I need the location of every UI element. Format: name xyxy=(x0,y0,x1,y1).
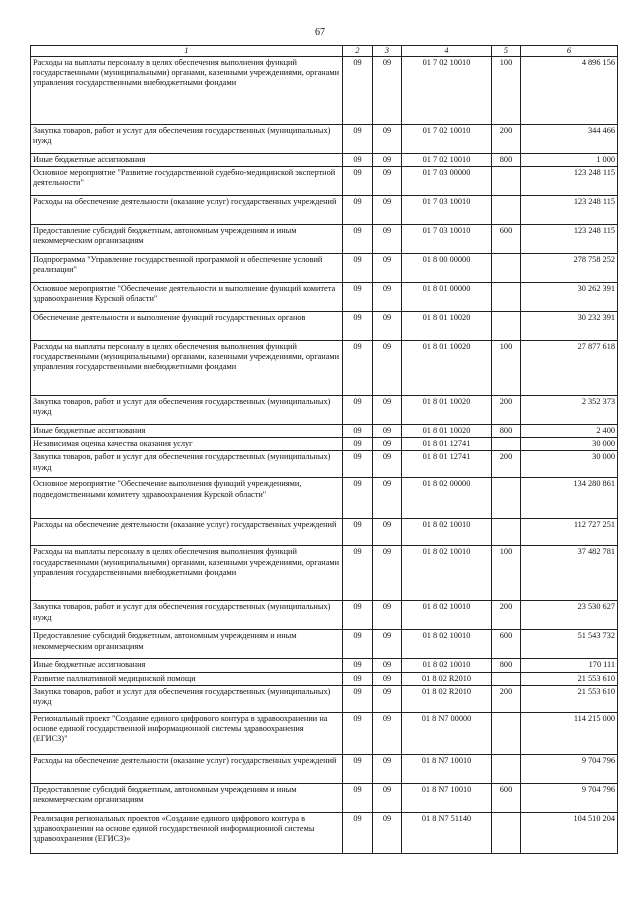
table-row xyxy=(31,312,618,341)
row-expense-type: 100 xyxy=(492,546,521,601)
row-expense-type xyxy=(492,254,521,283)
row-amount: 37 482 781 xyxy=(521,546,618,601)
row-name: Реализация региональных проектов «Создание единого цифрового контура в здравоохранении на основе единой государственной информационной системы здравоохранения (ЕГИСЗ)» xyxy=(31,812,343,853)
header-row xyxy=(31,46,618,57)
row-name: Развитие паллиативной медицинской помощи xyxy=(31,672,343,685)
table-row xyxy=(31,341,618,396)
row-expense-type: 200 xyxy=(492,685,521,712)
row-target-code: 01 8 01 10020 xyxy=(402,312,492,341)
row-subsection: 09 xyxy=(373,601,402,630)
table-row xyxy=(31,451,618,478)
table-row xyxy=(31,283,618,312)
table-row xyxy=(31,685,618,712)
row-expense-type xyxy=(492,312,521,341)
row-name: Закупка товаров, работ и услуг для обеспечения государственных (муниципальных) нужд xyxy=(31,451,343,478)
row-target-code: 01 8 01 10020 xyxy=(402,341,492,396)
table-row xyxy=(31,167,618,196)
row-amount: 51 543 732 xyxy=(521,630,618,659)
row-expense-type: 100 xyxy=(492,57,521,125)
row-expense-type: 800 xyxy=(492,425,521,438)
row-section: 09 xyxy=(343,783,373,812)
row-target-code: 01 8 02 R2010 xyxy=(402,685,492,712)
row-subsection: 09 xyxy=(373,283,402,312)
row-name: Основное мероприятие "Обеспечение деятельности и выполнение функций комитета здравоохранения Курской области" xyxy=(31,283,343,312)
row-name: Региональный проект "Создание единого цифрового контура в здравоохранении на основе единой государственной информационной системы здравоохранения (ЕГИСЗ)" xyxy=(31,712,343,754)
row-section: 09 xyxy=(343,659,373,672)
table-row xyxy=(31,154,618,167)
table-row xyxy=(31,196,618,225)
row-target-code: 01 8 02 00000 xyxy=(402,478,492,519)
row-subsection: 09 xyxy=(373,125,402,154)
table-row xyxy=(31,57,618,125)
row-name: Иные бюджетные ассигнования xyxy=(31,425,343,438)
row-section: 09 xyxy=(343,283,373,312)
row-amount: 21 553 610 xyxy=(521,685,618,712)
column-header: 5 xyxy=(492,46,521,57)
row-target-code: 01 7 02 10010 xyxy=(402,154,492,167)
row-section: 09 xyxy=(343,396,373,425)
row-section: 09 xyxy=(343,312,373,341)
row-name: Расходы на обеспечение деятельности (оказание услуг) государственных учреждений xyxy=(31,519,343,546)
row-name: Расходы на обеспечение деятельности (оказание услуг) государственных учреждений xyxy=(31,196,343,225)
row-expense-type xyxy=(492,283,521,312)
row-amount: 27 877 618 xyxy=(521,341,618,396)
row-target-code: 01 8 01 00000 xyxy=(402,283,492,312)
row-expense-type xyxy=(492,672,521,685)
table-row xyxy=(31,225,618,254)
row-expense-type xyxy=(492,712,521,754)
row-amount: 344 466 xyxy=(521,125,618,154)
row-section: 09 xyxy=(343,478,373,519)
row-section: 09 xyxy=(343,672,373,685)
row-expense-type: 200 xyxy=(492,125,521,154)
row-target-code: 01 7 02 10010 xyxy=(402,125,492,154)
row-section: 09 xyxy=(343,451,373,478)
budget-table xyxy=(30,45,618,854)
table-row xyxy=(31,519,618,546)
row-name: Расходы на выплаты персоналу в целях обеспечения выполнения функций государственными (муниципальными) органами, казенными учреждениями, органами управления государственными внебюджетными фондами xyxy=(31,57,343,125)
row-name: Независимая оценка качества оказания услуг xyxy=(31,438,343,451)
row-amount: 278 758 252 xyxy=(521,254,618,283)
row-name: Закупка товаров, работ и услуг для обеспечения государственных (муниципальных) нужд xyxy=(31,125,343,154)
column-header: 3 xyxy=(373,46,402,57)
row-subsection: 09 xyxy=(373,312,402,341)
table-row xyxy=(31,254,618,283)
row-target-code: 01 8 02 10010 xyxy=(402,601,492,630)
row-subsection: 09 xyxy=(373,754,402,783)
row-expense-type xyxy=(492,519,521,546)
row-expense-type xyxy=(492,167,521,196)
row-name: Закупка товаров, работ и услуг для обеспечения государственных (муниципальных) нужд xyxy=(31,601,343,630)
row-target-code: 01 7 03 10010 xyxy=(402,225,492,254)
row-subsection: 09 xyxy=(373,438,402,451)
row-expense-type xyxy=(492,754,521,783)
row-name: Иные бюджетные ассигнования xyxy=(31,659,343,672)
row-section: 09 xyxy=(343,601,373,630)
row-section: 09 xyxy=(343,519,373,546)
table-row xyxy=(31,125,618,154)
row-subsection: 09 xyxy=(373,546,402,601)
row-target-code: 01 8 02 10010 xyxy=(402,659,492,672)
row-subsection: 09 xyxy=(373,254,402,283)
row-target-code: 01 8 01 12741 xyxy=(402,451,492,478)
row-expense-type xyxy=(492,812,521,853)
column-header: 6 xyxy=(521,46,618,57)
row-amount: 104 510 204 xyxy=(521,812,618,853)
row-amount: 2 352 373 xyxy=(521,396,618,425)
row-amount: 134 280 861 xyxy=(521,478,618,519)
table-row xyxy=(31,478,618,519)
row-subsection: 09 xyxy=(373,451,402,478)
row-amount: 2 400 xyxy=(521,425,618,438)
row-expense-type: 200 xyxy=(492,396,521,425)
table-row xyxy=(31,438,618,451)
row-section: 09 xyxy=(343,125,373,154)
row-expense-type: 200 xyxy=(492,451,521,478)
row-section: 09 xyxy=(343,812,373,853)
row-name: Закупка товаров, работ и услуг для обеспечения государственных (муниципальных) нужд xyxy=(31,685,343,712)
row-target-code: 01 8 N7 10010 xyxy=(402,754,492,783)
row-amount: 23 530 627 xyxy=(521,601,618,630)
row-name: Предоставление субсидий бюджетным, автономным учреждениям и иным некоммерческим организациям xyxy=(31,783,343,812)
row-name: Расходы на выплаты персоналу в целях обеспечения выполнения функций государственными (муниципальными) органами, казенными учреждениями, органами управления государственными внебюджетными фондами xyxy=(31,341,343,396)
column-header: 1 xyxy=(31,46,343,57)
row-subsection: 09 xyxy=(373,396,402,425)
column-header: 4 xyxy=(402,46,492,57)
row-expense-type: 600 xyxy=(492,225,521,254)
row-subsection: 09 xyxy=(373,478,402,519)
row-section: 09 xyxy=(343,341,373,396)
row-amount: 123 248 115 xyxy=(521,225,618,254)
row-amount: 123 248 115 xyxy=(521,167,618,196)
table-row xyxy=(31,783,618,812)
row-target-code: 01 8 N7 51140 xyxy=(402,812,492,853)
row-subsection: 09 xyxy=(373,812,402,853)
row-amount: 30 000 xyxy=(521,438,618,451)
row-amount: 123 248 115 xyxy=(521,196,618,225)
row-subsection: 09 xyxy=(373,225,402,254)
row-section: 09 xyxy=(343,425,373,438)
row-expense-type: 800 xyxy=(492,659,521,672)
row-section: 09 xyxy=(343,167,373,196)
row-subsection: 09 xyxy=(373,630,402,659)
row-expense-type: 600 xyxy=(492,630,521,659)
row-expense-type: 800 xyxy=(492,154,521,167)
row-section: 09 xyxy=(343,154,373,167)
row-amount: 170 111 xyxy=(521,659,618,672)
row-name: Основное мероприятие "Развитие государственной судебно-медицинской экспертной деятельности" xyxy=(31,167,343,196)
row-target-code: 01 7 02 10010 xyxy=(402,57,492,125)
row-subsection: 09 xyxy=(373,167,402,196)
row-subsection: 09 xyxy=(373,425,402,438)
row-section: 09 xyxy=(343,225,373,254)
row-amount: 112 727 251 xyxy=(521,519,618,546)
row-section: 09 xyxy=(343,438,373,451)
row-name: Предоставление субсидий бюджетным, автономным учреждениям и иным некоммерческим организациям xyxy=(31,225,343,254)
row-name: Иные бюджетные ассигнования xyxy=(31,154,343,167)
row-amount: 21 553 610 xyxy=(521,672,618,685)
row-subsection: 09 xyxy=(373,196,402,225)
row-target-code: 01 7 03 00000 xyxy=(402,167,492,196)
row-subsection: 09 xyxy=(373,341,402,396)
row-target-code: 01 8 01 10020 xyxy=(402,396,492,425)
row-amount: 4 896 156 xyxy=(521,57,618,125)
row-name: Основное мероприятие "Обеспечение выполнения функций учреждениями, подведомственными комитету здравоохранения Курской области" xyxy=(31,478,343,519)
row-target-code: 01 8 02 10010 xyxy=(402,546,492,601)
table-row xyxy=(31,630,618,659)
row-expense-type: 100 xyxy=(492,341,521,396)
row-target-code: 01 8 N7 10010 xyxy=(402,783,492,812)
row-section: 09 xyxy=(343,254,373,283)
row-section: 09 xyxy=(343,685,373,712)
row-amount: 30 232 391 xyxy=(521,312,618,341)
table-row xyxy=(31,425,618,438)
row-target-code: 01 8 02 10010 xyxy=(402,519,492,546)
row-target-code: 01 8 02 10010 xyxy=(402,630,492,659)
row-subsection: 09 xyxy=(373,519,402,546)
row-name: Закупка товаров, работ и услуг для обеспечения государственных (муниципальных) нужд xyxy=(31,396,343,425)
row-expense-type xyxy=(492,438,521,451)
table-row xyxy=(31,754,618,783)
row-amount: 114 215 000 xyxy=(521,712,618,754)
row-name: Расходы на обеспечение деятельности (оказание услуг) государственных учреждений xyxy=(31,754,343,783)
row-expense-type xyxy=(492,478,521,519)
column-header: 2 xyxy=(343,46,373,57)
row-expense-type: 200 xyxy=(492,601,521,630)
table-row xyxy=(31,396,618,425)
table-row xyxy=(31,601,618,630)
row-subsection: 09 xyxy=(373,672,402,685)
row-subsection: 09 xyxy=(373,57,402,125)
row-amount: 30 262 391 xyxy=(521,283,618,312)
row-section: 09 xyxy=(343,630,373,659)
row-section: 09 xyxy=(343,546,373,601)
row-subsection: 09 xyxy=(373,685,402,712)
row-subsection: 09 xyxy=(373,659,402,672)
row-amount: 9 704 796 xyxy=(521,783,618,812)
row-target-code: 01 8 02 R2010 xyxy=(402,672,492,685)
row-subsection: 09 xyxy=(373,154,402,167)
row-section: 09 xyxy=(343,196,373,225)
row-target-code: 01 8 00 00000 xyxy=(402,254,492,283)
table-row xyxy=(31,659,618,672)
row-name: Обеспечение деятельности и выполнение функций государственных органов xyxy=(31,312,343,341)
page-number: 67 xyxy=(315,27,325,38)
row-target-code: 01 8 01 10020 xyxy=(402,425,492,438)
row-expense-type xyxy=(492,196,521,225)
row-name: Расходы на выплаты персоналу в целях обеспечения выполнения функций государственными (муниципальными) органами, казенными учреждениями, органами управления государственными внебюджетными фондами xyxy=(31,546,343,601)
row-subsection: 09 xyxy=(373,783,402,812)
table-row xyxy=(31,546,618,601)
table-row xyxy=(31,712,618,754)
row-amount: 1 000 xyxy=(521,154,618,167)
row-target-code: 01 7 03 10010 xyxy=(402,196,492,225)
table-row xyxy=(31,672,618,685)
row-target-code: 01 8 01 12741 xyxy=(402,438,492,451)
row-amount: 30 000 xyxy=(521,451,618,478)
row-name: Подпрограмма "Управление государственной программой и обеспечение условий реализации" xyxy=(31,254,343,283)
row-section: 09 xyxy=(343,57,373,125)
row-target-code: 01 8 N7 00000 xyxy=(402,712,492,754)
row-expense-type: 600 xyxy=(492,783,521,812)
table-row xyxy=(31,812,618,853)
row-amount: 9 704 796 xyxy=(521,754,618,783)
row-subsection: 09 xyxy=(373,712,402,754)
row-name: Предоставление субсидий бюджетным, автономным учреждениям и иным некоммерческим организациям xyxy=(31,630,343,659)
row-section: 09 xyxy=(343,754,373,783)
row-section: 09 xyxy=(343,712,373,754)
